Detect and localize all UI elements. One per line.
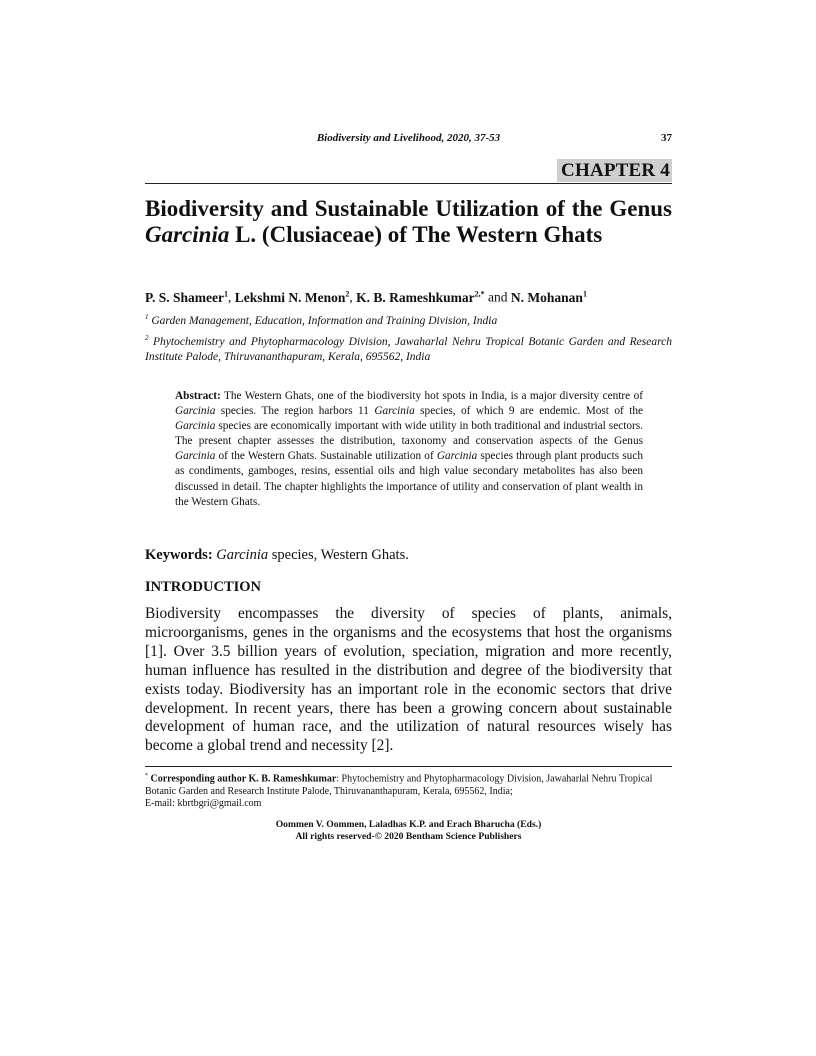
author: Lekshmi N. Menon$^2$	[234, 289, 350, 305]
header-rule	[145, 183, 672, 184]
author: N. Mohanan$^1$	[510, 289, 587, 305]
publisher-info	[145, 819, 672, 842]
running-head-citation: Biodiversity and Livelihood, 2020, 37-53	[316, 132, 501, 144]
author: K. B. Rameshkumar$^{2,*}$	[356, 289, 485, 305]
keywords-label: Keywords:	[145, 547, 213, 563]
rights: All rights reserved-© 2020 Bentham Science Publishers	[295, 830, 522, 842]
abstract-label: Abstract:	[175, 390, 221, 402]
footnote: * Corresponding author K. B. Rameshkumar: Phytochemistry and Phytopharmacology Division, Jawaharlal Nehru Tropical Botanic Garden and Research Institute Palode, Thiruvananthapuram, Kerala, 695562, India; E-mail: kbrtbgri@gmail.com	[145, 773, 653, 810]
footnote-rule	[145, 766, 672, 767]
author: P. S. Shameer$^1$	[145, 289, 229, 305]
abstract: Abstract: The Western Ghats, one of the biodiversity hot spots in India, is a major diversity centre of Garcinia species. The region harbors 11 Garcinia species, of which 9 are endemic. Most of the Garcinia species are economically important with wide utility in both traditional and industrial sectors. The present chapter assesses the distribution, taxonomy and conservation aspects of the Genus Garcinia of the Western Ghats. Sustainable utilization of Garcinia species through plant products such as condiments, gamboges, resins, essential oils and high value secondary metabolites has also been discussed in detail. The chapter highlights the importance of utility and conservation of plant wealth in the Western Ghats.	[175, 390, 643, 508]
section-heading: INTRODUCTION	[145, 579, 262, 595]
page-number: 37	[661, 132, 672, 144]
editors: Oommen V. Oommen, Laladhas K.P. and Erach Bharucha (Eds.)	[275, 819, 542, 830]
chapter-label-wrap	[557, 159, 672, 182]
intro-paragraph: Biodiversity encompasses the diversity of species of plants, animals, microorganisms, genes in the organisms and the ecosystems that host the organisms [1]. Over 3.5 billion years of evolution, speciation, migration and more recently, human influence has resulted in the distribution and degree of the biodiversity that exists today. Biodiversity has an important role in the economic sectors that drive development. In recent years, there has been a growing concern about sustainable development of human race, and the utilization of natural resources wisely has become a global trend and necessity [2].	[145, 605, 672, 755]
chapter-label: CHAPTER 4	[557, 159, 672, 182]
affiliation-2: $^2$ Phytochemistry and Phytopharmacology Division, Jawaharlal Nehru Tropical Botanic Garden and Research Institute Palode, Thiruvananthapuram, Kerala, 695562, India	[145, 334, 672, 363]
footnote-email: E-mail: kbrtbgri@gmail.com	[145, 798, 262, 810]
author-list: P. S. Shameer$^1$, Lekshmi N. Menon$^2$, K. B. Rameshkumar$^{2,*}$ and N. Mohanan$^1$	[145, 289, 587, 305]
chapter-title: Biodiversity and Sustainable Utilization of the Genus Garcinia L. (Clusiaceae) of The Western Ghats	[145, 196, 672, 247]
keywords: Keywords: Garcinia species, Western Ghats.	[145, 547, 409, 563]
affiliation-1: $^1$ Garden Management, Education, Information and Training Division, India	[145, 313, 498, 327]
